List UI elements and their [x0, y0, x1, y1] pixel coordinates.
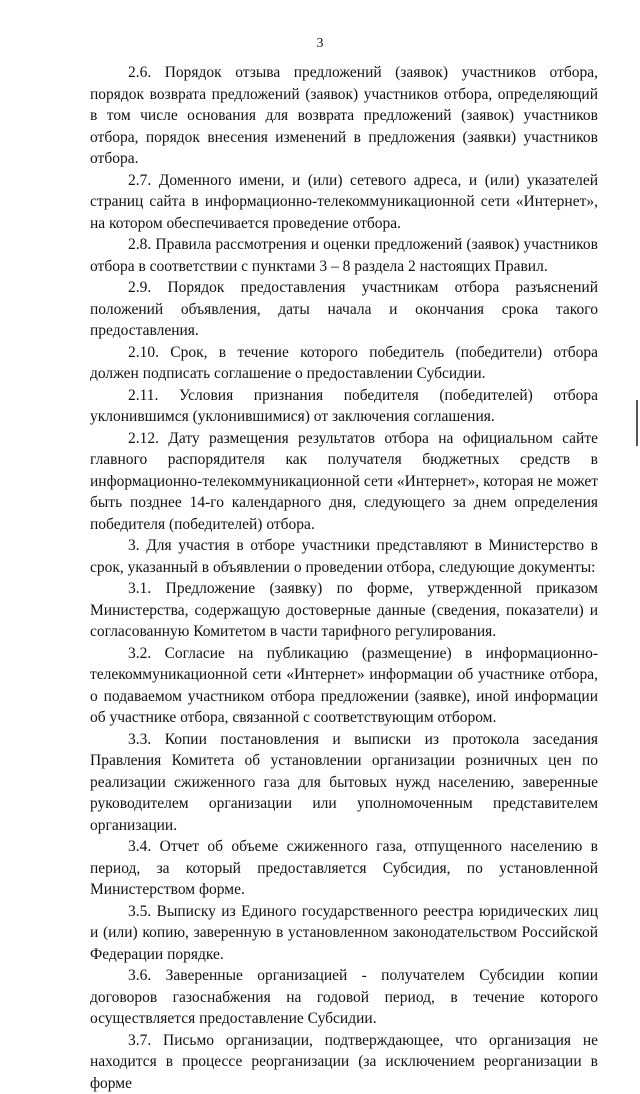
paragraph-2-9: 2.9. Порядок предоставления участникам отбора разъяснений положений объявления, даты начала и окончания срока такого предоставления. — [90, 277, 598, 342]
paragraph-3-7: 3.7. Письмо организации, подтверждающее, что организация не находится в процессе реорганизации (за исключением реорганизации в форме — [90, 1030, 598, 1094]
paragraph-3-6: 3.6. Заверенные организацией - получателем Субсидии копии договоров газоснабжения на годовой период, в течение которого осуществляется предоставление Субсидии. — [90, 965, 598, 1030]
document-body — [90, 62, 598, 1094]
paragraph-2-8: 2.8. Правила рассмотрения и оценки предложений (заявок) участников отбора в соответствии с пунктами 3 – 8 раздела 2 настоящих Правил. — [90, 234, 598, 277]
paragraph-3-3: 3.3. Копии постановления и выписки из протокола заседания Правления Комитета об установлении организации розничных цен по реализации сжиженного газа для бытовых нужд населению, заверенные руководителем организации или уполномоченным представителем организации. — [90, 729, 598, 837]
paragraph-2-7: 2.7. Доменного имени, и (или) сетевого адреса, и (или) указателей страниц сайта в информационно-телекоммуникационной сети «Интернет», на котором обеспечивается проведение отбора. — [90, 170, 598, 235]
paragraph-3-2: 3.2. Согласие на публикацию (размещение) в информационно-телекоммуникационной сети «Интернет» информации об участнике отбора, о подаваемом участником отбора предложении (заявке), иной информации об участнике отбора, связанной с соответствующим отбором. — [90, 643, 598, 729]
paragraph-3-4: 3.4. Отчет об объеме сжиженного газа, отпущенного населению в период, за который предоставляется Субсидия, по установленной Министерством форме. — [90, 836, 598, 901]
paragraph-3: 3. Для участия в отборе участники представляют в Министерство в срок, указанный в объявлении о проведении отбора, следующие документы: — [90, 535, 598, 578]
page-number: 3 — [0, 36, 640, 52]
scan-edge-mark — [636, 400, 638, 446]
paragraph-2-11: 2.11. Условия признания победителя (победителей) отбора уклонившимся (уклонившимися) от заключения соглашения. — [90, 385, 598, 428]
paragraph-2-10: 2.10. Срок, в течение которого победитель (победители) отбора должен подписать соглашение о предоставлении Субсидии. — [90, 342, 598, 385]
paragraph-3-5: 3.5. Выписку из Единого государственного реестра юридических лиц и (или) копию, заверенную в установленном законодательством Российской Федерации порядке. — [90, 901, 598, 966]
paragraph-2-6: 2.6. Порядок отзыва предложений (заявок) участников отбора, порядок возврата предложений (заявок) участников отбора, определяющий в том числе основания для возврата предложений (заявок) участников отбора, порядок внесения изменений в предложения (заявки) участников отбора. — [90, 62, 598, 170]
paragraph-3-1: 3.1. Предложение (заявку) по форме, утвержденной приказом Министерства, содержащую достоверные данные (сведения, показатели) и согласованную Комитетом в части тарифного регулирования. — [90, 578, 598, 643]
paragraph-2-12: 2.12. Дату размещения результатов отбора на официальном сайте главного распорядителя как получателя бюджетных средств в информационно-телекоммуникационной сети «Интернет», которая не может быть позднее 14-го календарного дня, следующего за днем определения победителя (победителей) отбора. — [90, 428, 598, 536]
